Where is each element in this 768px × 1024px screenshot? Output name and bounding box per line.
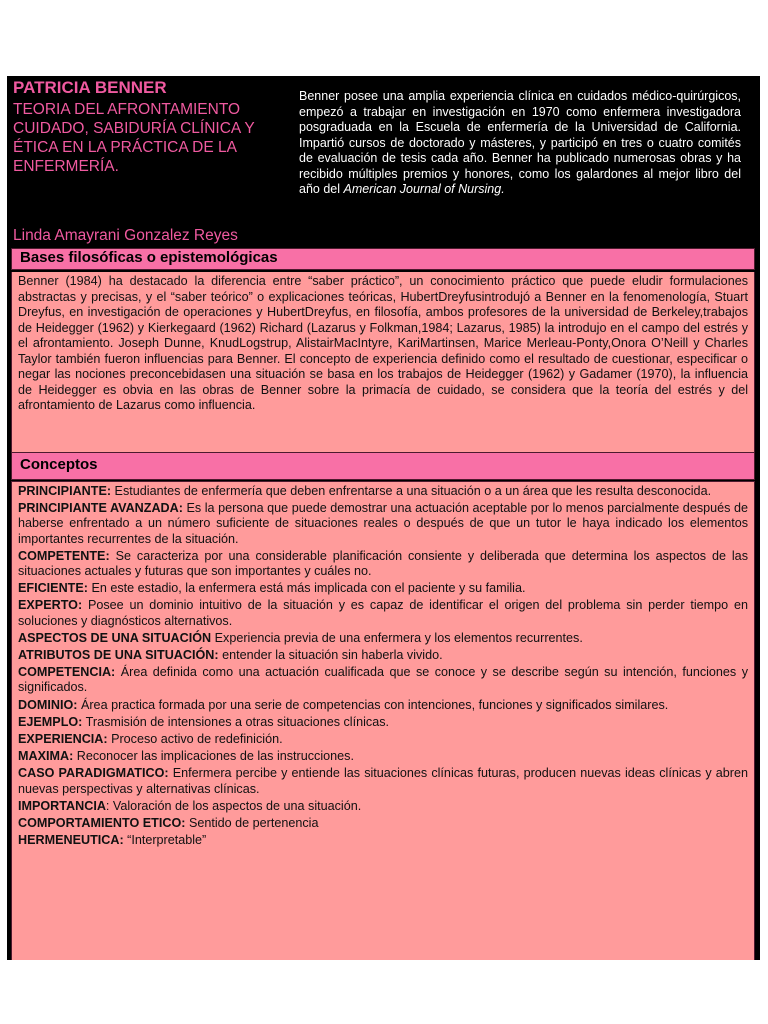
concept-definition: Sentido de pertenencia bbox=[185, 816, 319, 831]
author-bio bbox=[299, 89, 741, 198]
concept-term: COMPORTAMIENTO ETICO: bbox=[18, 816, 186, 831]
concept-item bbox=[18, 732, 748, 747]
concepts-heading: Conceptos bbox=[11, 452, 755, 480]
concept-term: COMPETENTE: bbox=[18, 548, 110, 563]
concept-item bbox=[18, 648, 748, 663]
concept-term: ASPECTOS DE UNA SITUACIÓN bbox=[18, 630, 212, 645]
concept-definition: En este estadio, la enfermera está más implicada con el paciente y su familia. bbox=[87, 581, 526, 596]
concept-item bbox=[18, 631, 748, 646]
concept-item bbox=[18, 833, 748, 848]
concept-definition: Posee un dominio intuitivo de la situación y es capaz de identificar el origen del problema sin perder tiempo en soluciones y diagnósticos alternativos. bbox=[18, 598, 748, 628]
concept-term: PRINCIPIANTE AVANZADA: bbox=[18, 501, 183, 516]
concept-term: EXPERTO: bbox=[18, 598, 83, 613]
concepts-list bbox=[11, 481, 755, 960]
bio-text: Benner posee una amplia experiencia clínica en cuidados médico-quirúrgicos, empezó a trabajar en investigación en 1970 como enfermera investigadora posgraduada en la Escuela de enfermería de la Universidad de California. Impartió cursos de doctorado y másteres, y participó en tres o cuatro comités de evaluación de tesis cada año. Benner ha publicado numerosas obras y ha recibido múltiples premios y honores, como los galardones al mejor libro del año del bbox=[299, 89, 741, 196]
concept-definition: entender la situación sin haberla vivido. bbox=[218, 648, 443, 663]
title-block bbox=[13, 78, 288, 176]
concept-term: EFICIENTE: bbox=[18, 581, 88, 596]
concept-definition: “Interpretable” bbox=[123, 833, 207, 848]
document-card bbox=[7, 76, 760, 960]
bases-text: Benner (1984) ha destacado la diferencia entre “saber práctico”, un conocimiento práctico que puede eludir formulaciones abstractas y precisas, y el “saber teórico” o explicaciones teóricas, HubertDreyfusintrodujó a Benner en la fenomenología, Stuart Dreyfus, en investigación de operaciones y HubertDreyfus, en filosofía, ambos profesores de la universidad de Berkeley,trabajos de Heidegger (1962) y Kierkegaard (1962) Richard (Lazarus y Folkman,1984; Lazarus, 1985) la introdujo en el campo del estrés y el afrontamiento. Joseph Dunne, KnudLogstrup, AlistairMacIntyre, KariMartinsen, Marice Merleau-Ponty,Onora O’Neill y Charles Taylor también fueron influencias para Benner. El concepto de experiencia definido como el resultado de cuestionar, especificar o negar las nociones preconcebidasen una situación se basa en los trabajos de Heidegger (1962) y Gadamer (1970), la influencia de Heidegger es obvia en las obras de Benner sobre la primacía de cuidado, se considera que la teoría del estrés y del afrontamiento de Lazarus como influencia. bbox=[11, 272, 755, 452]
concept-item bbox=[18, 766, 748, 796]
concept-item bbox=[18, 749, 748, 764]
concept-definition: : Valoración de los aspectos de una situación. bbox=[105, 798, 362, 813]
concept-definition: Se caracteriza por una considerable planificación consiente y deliberada que determina los aspectos de las situaciones actuales y futuras que son importantes y cuáles no. bbox=[18, 548, 748, 579]
concept-definition: Reconocer las implicaciones de las instrucciones. bbox=[73, 749, 354, 764]
author-name: PATRICIA BENNER bbox=[13, 78, 167, 97]
concept-definition: Proceso activo de redefinición. bbox=[107, 732, 283, 747]
concept-definition: Área practica formada por una serie de competencias con intenciones, funciones y significados similares. bbox=[77, 697, 669, 712]
concept-item bbox=[18, 799, 748, 814]
concept-term: MAXIMA: bbox=[18, 749, 74, 764]
concept-item bbox=[18, 698, 748, 713]
concept-item bbox=[18, 715, 748, 730]
concept-term: ATRIBUTOS DE UNA SITUACIÓN: bbox=[18, 648, 219, 663]
concept-term: HERMENEUTICA: bbox=[18, 833, 124, 848]
concept-item bbox=[18, 501, 748, 547]
concept-item bbox=[18, 665, 748, 695]
bases-heading: Bases filosóficas o epistemológicas bbox=[11, 248, 755, 270]
concept-item bbox=[18, 484, 748, 499]
concept-definition: Estudiantes de enfermería que deben enfrentarse a una situación o a un área que les resulta desconocida. bbox=[111, 484, 712, 498]
concept-definition: Enfermera percibe y entiende las situaciones clínicas futuras, producen nuevas ideas clínicas y abren nuevas perspectivas y alternativas clínicas. bbox=[18, 766, 748, 796]
concept-definition: Trasmisión de intensiones a otras situaciones clínicas. bbox=[82, 714, 389, 729]
concept-definition: Es la persona que puede demostrar una actuación aceptable por lo menos parcialmente después de haberse enfrentado a un número suficiente de situaciones reales o después de que un tutor le haya indicado los elementos importantes recurrentes de la situación. bbox=[18, 501, 748, 546]
concept-term: EXPERIENCIA: bbox=[18, 732, 108, 747]
concept-item bbox=[18, 816, 748, 831]
concept-definition: Área definida como una actuación cualificada que se conoce y se describe según su intención, funciones y significados. bbox=[18, 665, 748, 695]
bio-italic-text: American Journal of Nursing. bbox=[343, 182, 505, 196]
concept-item bbox=[18, 581, 748, 596]
header-banner bbox=[7, 76, 760, 248]
concept-term: EJEMPLO: bbox=[18, 714, 83, 729]
concept-definition: Experiencia previa de una enfermera y los elementos recurrentes. bbox=[211, 630, 583, 645]
concept-term: DOMINIO: bbox=[18, 697, 78, 712]
concept-term: COMPETENCIA: bbox=[18, 665, 116, 680]
student-name: Linda Amayrani Gonzalez Reyes bbox=[13, 227, 238, 244]
concept-term: IMPORTANCIA bbox=[18, 798, 106, 813]
concept-term: CASO PARADIGMATICO: bbox=[18, 766, 169, 781]
concept-term: PRINCIPIANTE: bbox=[18, 484, 112, 498]
concept-item bbox=[18, 598, 748, 628]
theory-title: TEORIA DEL AFRONTAMIENTO CUIDADO, SABIDURÍA CLÍNICA Y ÉTICA EN LA PRÁCTICA DE LA ENFERMERÍA. bbox=[13, 101, 255, 175]
concept-item bbox=[18, 549, 748, 579]
